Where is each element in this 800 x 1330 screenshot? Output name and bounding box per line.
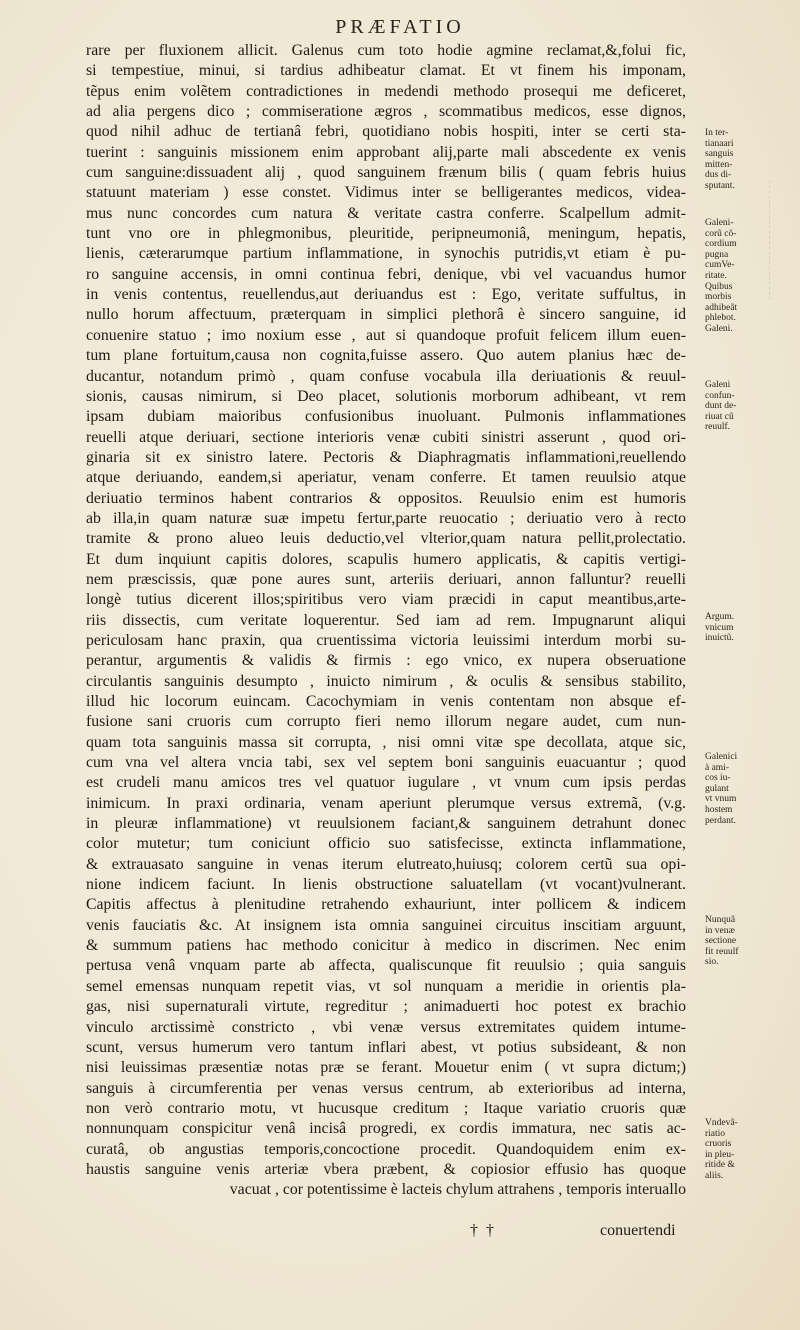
text-line: ducantur, notandum primò , quam confuse vocabula illa deriuationis & reuul- (86, 367, 686, 385)
text-line: tuerint : sanguinis missionem enim approbant alij,parte mali abscedente ex venis (86, 143, 686, 161)
marginal-note-line: confun- (705, 390, 735, 401)
marginal-note-line: dus di- (705, 170, 732, 181)
text-line: tramite & prono alueo leuis deductio,vel vlterior,quam natura pellit,prolectatio. (86, 530, 686, 548)
marginal-note-line: gulant (705, 783, 729, 794)
text-line: curatâ, ob angustias temporis,concoctione procedit. Quandoquidem enim ex- (86, 1140, 686, 1158)
marginal-note (705, 915, 775, 968)
marginal-note (705, 380, 775, 433)
text-line: color mutetur; tum coniciunt officio suo satisfecisse, extincta inflammatione, (86, 835, 686, 853)
text-line: conuenire statuo ; imo noxium esse , aut si quandoque profuit felicem illum euen- (86, 326, 686, 344)
text-line: ginaria sit ex sinistro latere. Pectoris & Diaphragmatis inflammationi,reuellendo (86, 448, 686, 466)
marginal-note-line: in venæ (705, 925, 735, 936)
text-line: tẽpus enim volẽtem contradictiones in medendi methodo prosequi me deficeret, (86, 82, 686, 100)
main-text-block (86, 41, 686, 1201)
marginal-note-line: Galeni (705, 380, 731, 390)
text-line: tunt vno ore in phlegmonibus, pleuritide, peripneumoniâ, meningum, hepatis, (86, 225, 686, 243)
marginal-note-line: Quibus (705, 281, 733, 292)
marginal-note-line: sectione (705, 936, 737, 947)
text-line: si tempestiue, minui, si tardius adhibeatur clamat. Et vt finem his imponam, (86, 62, 686, 80)
marginal-note-line: reuulf. (705, 422, 731, 433)
text-line: quam tota sanguinis massa sit corrupta, , nisi omni vitæ spe decollata, atque sic, (86, 733, 686, 751)
text-line: vacuat , cor potentissime è lacteis chylum attrahens , temporis interuallo (229, 1181, 686, 1199)
marginal-note-line: aliis. (705, 1170, 724, 1181)
text-line: non verò contrario motu, vt hucusque creditum ; Itaque variatio cruoris quæ (86, 1099, 686, 1117)
marginal-note (705, 612, 775, 644)
text-line: ab illa,in quam naturæ suæ impetu fertur,parte reuocatio ; deriuatio vero à recto (86, 509, 686, 527)
text-line: riis dissectis, cum veritate loquerentur. Sed iam ad rem. Impugnarunt aliqui (86, 611, 686, 629)
text-line: periculosam hanc praxin, qua cruentissima victoria leuissimi interdum morbi su- (86, 631, 686, 649)
text-line: pertusa venâ vnquam parte ab affecta, qualiscunque fit reuulsio ; quia sanguis (86, 957, 686, 975)
text-line: statuunt materiam ) esse constet. Vidimus inter se belligerantes medicos, videa- (86, 184, 686, 202)
marginal-note (705, 218, 775, 335)
marginal-note-line: riuat cũ (705, 411, 734, 422)
marginal-note-line: phlebot. (705, 313, 736, 324)
marginal-note-line: sanguis (705, 149, 734, 160)
text-line: deriuatio terminos habent contrarios & oppositos. Reuulsio enim est humoris (86, 489, 686, 507)
text-line: circulantis sanguinis desumpto , inuicto nimirum , & oculis & sensibus stabilito, (86, 672, 686, 690)
marginal-note-line: à ami- (705, 762, 730, 773)
page-title: PRÆFATIO (335, 16, 465, 38)
text-line: Capitis affectus à plenitudine retrahendo exhauriunt, inter pollicem & indicem (86, 896, 686, 914)
marginal-note-line: vt vnum (705, 794, 737, 805)
text-line: nione indicem faciunt. In lienis obstructione saluatellam (vt vocant)vulnerant. (86, 876, 686, 894)
text-line: scunt, versus humerum vero tantum inflari abest, vt potius subsideant, & non (86, 1038, 686, 1056)
text-line: ad alia pergens dico ; commiseratione ægros , scommatibus medicos, esse dignos, (86, 103, 686, 121)
text-line: semel emensas nunquam repetit vias, vt sol nunquam a meridie in orientis pla- (86, 977, 686, 995)
text-line: haustis sanguine venis arteriæ vbera præbent, & copiosior effusio has quoque (86, 1160, 686, 1178)
catchword: conuertendi (600, 1222, 676, 1239)
marginal-note-line: cruoris (705, 1139, 732, 1150)
text-line: cum sanguine:dissuadent alij , quod sanguinem frænum bilis ( quam febris huius (86, 164, 686, 182)
marginal-note-line: corũ cõ- (705, 228, 737, 239)
text-line: ipsam dubiam maioribus confusionibus inuoluant. Pulmonis inflammationes (86, 408, 686, 426)
text-line: in pleuræ inflammatione) vt reuulsionem faciant,& sanguinem detrahunt donec (86, 815, 686, 833)
marginal-note-line: Galeni. (705, 323, 733, 334)
text-line: nem præscissis, quæ pone aures sunt, arteriis deriuari, annon falluntur? reuelli (86, 570, 686, 588)
text-line: & summum patiens hac methodo conicitur à medico in discrimen. Nec enim (86, 937, 686, 955)
text-line: atque deriuando, eandem,si aperiatur, venam conferre. Et tamen reuulsio atque (86, 469, 686, 487)
text-line: cum vna vel altera vncia tabi, sex vel septem boni sanguinis euacuantur ; quod (86, 754, 686, 772)
text-line: nonnunquam conspicitur venâ incisâ progredi, ex cordis immatura, nec satis ac- (86, 1120, 686, 1138)
text-line: nullo horum affectuum, præterquam in simplici plethorâ è sincero sanguine, id (86, 306, 686, 324)
marginal-note-line: mitten- (705, 159, 733, 170)
text-line: tum plane fortuitum,causa non cognita,fuisse assero. Quo autem planius hæc de- (86, 347, 686, 365)
marginal-note-line: hostem (705, 804, 733, 815)
marginal-note-line: morbis (705, 292, 732, 303)
text-line: illud hic locorum euincam. Cacochymiam in venis contentam non absque ef- (86, 693, 686, 710)
marginal-note (705, 128, 775, 192)
text-line: nisi leuissimas præsentiæ notas præ se ferant. Mouetur enim ( vt supra dictum;) (86, 1059, 686, 1077)
marginal-note-line: sio. (705, 957, 719, 968)
text-line: gas, nisi supernaturali virtute, regreditur ; animaduerti hoc potest ex brachio (86, 998, 686, 1016)
marginal-note-line: Galeni- (705, 218, 734, 228)
marginal-note-line: dunt de- (705, 401, 737, 412)
text-line: mus nunc concordes cum natura & veritate castra conferre. Scalpellum admit- (86, 204, 686, 222)
text-line: sionis, causas nimirum, si Deo placet, solutionis morborum adhibeant, vt rem (86, 387, 686, 405)
text-line: rare per fluxionem allicit. Galenus cum toto hodie agmine reclamat,&,folui fic, (86, 42, 686, 59)
marginal-note-line: tianaari (705, 138, 734, 149)
text-line: reuelli atque deriuari, sectione interioris venæ cubiti sinistri asserunt , quod ori- (86, 428, 686, 446)
marginal-note-line: Vndevã- (705, 1118, 738, 1128)
marginal-note-line: Nunquã (705, 915, 736, 925)
marginal-note-line: In ter- (705, 128, 729, 138)
text-line: sanguis à circumferentia per venas versus centrum, ab exterioribus ad interna, (86, 1079, 686, 1097)
signature-mark: † † (470, 1222, 496, 1239)
marginal-note-line: ritate. (705, 270, 727, 281)
marginal-note-line: cumVe- (705, 260, 735, 271)
text-line: fusione sani cruoris cum corrupto fieri nemo illorum negare audet, cum nun- (86, 713, 686, 731)
marginal-note (705, 752, 775, 826)
marginal-note-line: fit reuulf (705, 946, 739, 957)
text-line: vinculo arctissimè constricto , vbi venæ versus extremitates quidem intume- (86, 1018, 686, 1036)
marginal-note-line: ritide & (705, 1160, 735, 1171)
marginal-note-line: vnicum (705, 622, 734, 633)
text-line: lienis, cæterarumque partium inflammatione, in synochis putridis,vt etiam è pu- (86, 245, 686, 263)
marginal-note-line: inuictũ. (705, 633, 734, 644)
marginal-note-line: in pleu- (705, 1149, 735, 1160)
marginal-note-line: Argum. (705, 612, 735, 622)
text-line: in venis contentus, reuellendus,aut deriuandus est : Ego, veritate suffultus, in (86, 286, 686, 304)
marginal-note-line: sputant. (705, 180, 735, 191)
marginal-note-line: pugna (705, 249, 729, 260)
text-line: inimicum. In praxi ordinaria, venam aperiunt plerumque versus extremã, (v.g. (86, 794, 686, 812)
marginal-note-line: perdant. (705, 815, 736, 826)
page-crease (769, 180, 800, 300)
marginal-note-line: cos iu- (705, 773, 731, 784)
marginal-note-line: Galenici (705, 752, 738, 762)
text-line: ro sanguine accensis, in omni continua febri, denique, vbi vel vacuandus humor (86, 265, 686, 283)
marginal-note-line: cordium (705, 239, 737, 250)
text-line: & extrauasato sanguine in venas iterum elutreato,huiusq; colorem certũ sua opi- (86, 855, 686, 873)
marginal-note-line: adhibeãt (705, 302, 738, 313)
text-line: est crudeli manu amicos tres vel quatuor iugulare , vt vnum cum ipsis perdas (86, 774, 686, 792)
text-line: longè tutius dicerent illos;spiritibus vero viam præcidi in caput meantibus,arte- (86, 591, 686, 609)
text-line: venis fauciatis &c. At insignem ista omnia sanguinei circuitus inscitiam arguunt, (86, 916, 686, 934)
text-line: perantur, argumentis & validis & firmis : ego vnico, ex nupera obseruatione (86, 652, 686, 670)
text-line: Et dum inquiunt capitis dolores, scapulis humero applicatis, & capitis vertigi- (86, 550, 686, 568)
marginal-note-line: riatio (705, 1128, 726, 1139)
text-line: quod nihil adhuc de tertianâ febri, quotidiano nobis hospiti, inter se certi sta- (86, 123, 686, 141)
marginal-note (705, 1118, 775, 1182)
